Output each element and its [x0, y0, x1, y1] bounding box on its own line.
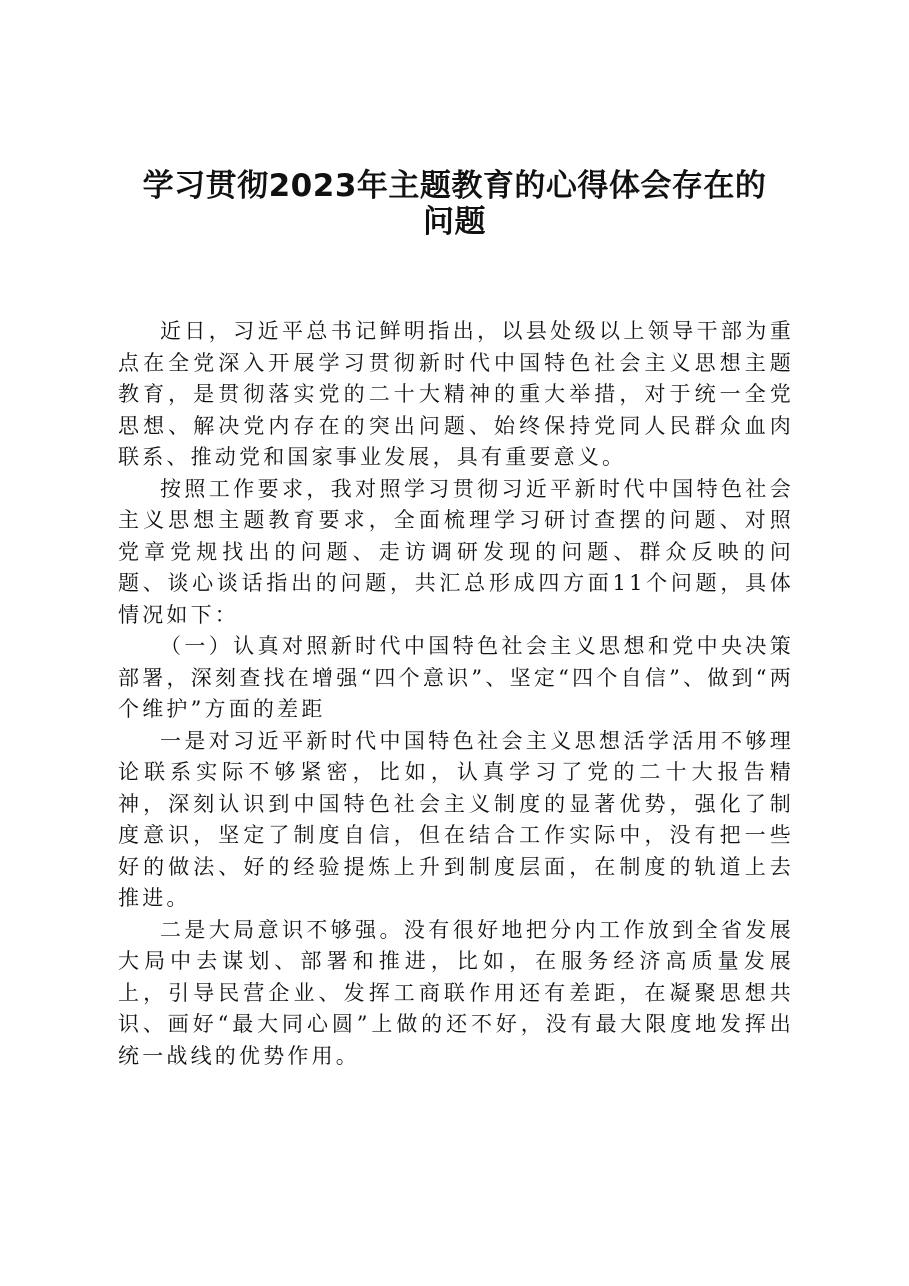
- document-title-line-2: 问题: [423, 204, 486, 240]
- paragraph-issue-1: 一是对习近平新时代中国特色社会主义思想活学活用不够理论联系实际不够紧密，比如，认真学习了党的二十大报告精神，深刻认识到中国特色社会主义制度的显著优势，强化了制度意识，坚定了制度自信，但在结合工作实际中，没有把一些好的做法、好的经验提炼上升到制度层面，在制度的轨道上去推进。: [118, 728, 794, 910]
- paragraph-requirements: 按照工作要求，我对照学习贯彻习近平新时代中国特色社会主义思想主题教育要求，全面梳理学习研讨查摆的问题、对照党章党规找出的问题、走访调研发现的问题、群众反映的问题、谈心谈话指出的问题，共汇总形成四方面11个问题，具体情况如下：: [118, 476, 794, 627]
- document-title-line-1: 学习贯彻2023年主题教育的心得体会存在的: [142, 168, 767, 204]
- document-body: [118, 316, 794, 1072]
- paragraph-issue-2: 二是大局意识不够强。没有很好地把分内工作放到全省发展大局中去谋划、部署和推进，比如，在服务经济高质量发展上，引导民营企业、发挥工商联作用还有差距，在凝聚思想共识、画好“最大同心圆”上做的还不好，没有最大限度地发挥出统一战线的优势作用。: [118, 917, 794, 1068]
- paragraph-intro: 近日，习近平总书记鲜明指出，以县处级以上领导干部为重点在全党深入开展学习贯彻新时代中国特色社会主义思想主题教育，是贯彻落实党的二十大精神的重大举措，对于统一全党思想、解决党内存在的突出问题、始终保持党同人民群众血肉联系、推动党和国家事业发展，具有重要意义。: [118, 319, 794, 469]
- section-heading-1: （一）认真对照新时代中国特色社会主义思想和党中央决策部署，深刻查找在增强“四个意识”、坚定“四个自信”、做到“两个维护”方面的差距: [118, 634, 794, 721]
